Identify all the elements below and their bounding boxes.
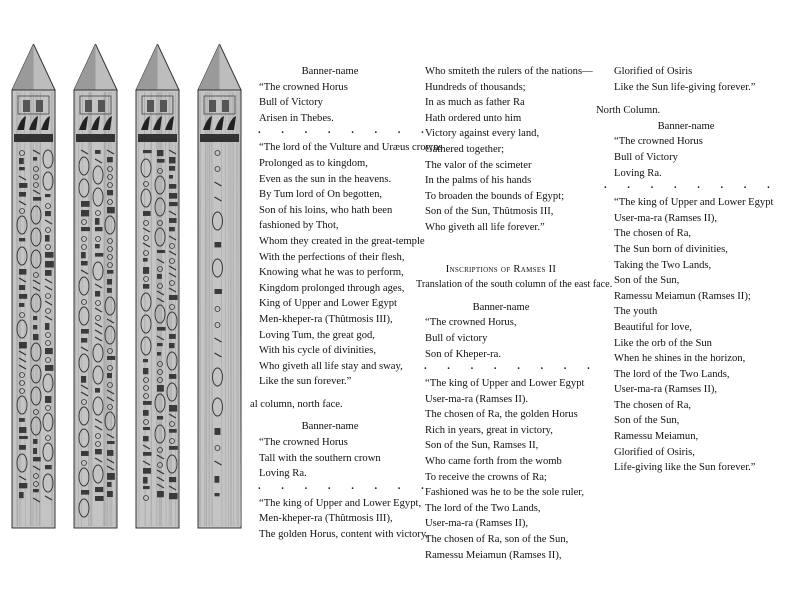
verse-line: “The crowned Horus [614, 136, 703, 148]
text-column-3 [596, 64, 796, 476]
verse-line: Like the sun forever.” [259, 376, 352, 388]
ellipsis-divider: . . . . . . . . [258, 125, 433, 137]
verse-line: Ramessu Meiamun, [614, 431, 699, 443]
verse-line: Ramessu Meiamun (Ramses II), [425, 549, 562, 561]
verse-block [250, 140, 443, 390]
verse-line: Hundreds of thousands; [425, 81, 526, 93]
banner-name-heading: Banner-name [657, 120, 715, 132]
verse-line: The lord of the Two Lands, [614, 368, 730, 380]
verse-line: Who giveth all life forever.” [425, 221, 545, 233]
verse-line: In the palms of his hands [425, 175, 532, 187]
verse-line: The valor of the scimeter [425, 159, 532, 171]
verse-block [416, 376, 596, 563]
banner-name-heading: Banner-name [472, 301, 530, 313]
verse-line: Glorified of Osiris, [614, 446, 695, 458]
verse-block [596, 64, 796, 95]
verse-line: Son of the Sun, [614, 415, 680, 427]
verse-line: To receive the crowns of Ra; [425, 471, 547, 483]
section-heading: North Column. [596, 105, 661, 117]
banner-name-heading: Banner-name [301, 66, 359, 77]
verse-line: Loving Ra. [614, 167, 662, 179]
verse-line: fashioned by Thot, [259, 220, 339, 232]
verse-block [250, 80, 410, 127]
section-title: Inscriptions of Ramses II [445, 263, 557, 275]
verse-line: Loving Tum, the great god, [259, 329, 375, 341]
verse-line: User-ma-ra (Ramses II), [614, 384, 718, 396]
verse-line: “The king of Upper and Lower Egypt [425, 378, 585, 390]
verse-line: Who smiteth the rulers of the nations— [425, 66, 593, 77]
verse-line: Bull of victory [425, 332, 488, 344]
verse-line: Fashioned was he to be the sole ruler, [425, 487, 585, 499]
verse-line: Hath ordered unto him [425, 112, 522, 124]
verse-block [596, 134, 796, 181]
verse-line: In as much as father Ra [425, 97, 525, 109]
verse-line: Son of Kheper-ra. [425, 348, 501, 360]
verse-line: Rich in years, great in victory, [425, 424, 553, 436]
verse-line: The chosen of Ra, son of the Sun, [425, 534, 569, 546]
obelisk-face-1 [9, 44, 58, 530]
verse-line: Son of the Sun, Ramses II, [425, 440, 539, 452]
verse-line: Prolonged as to kingdom, [259, 157, 368, 169]
obelisk-face-4 [195, 44, 244, 530]
verse-line: “The lord of the Vulture and Uræus crowns [259, 142, 443, 154]
verse-line: King of Upper and Lower Egypt [259, 298, 397, 310]
ellipsis-divider: . . . . . . . . [604, 180, 779, 192]
verse-line: Kingdom prolonged through ages, [259, 282, 405, 294]
verse-line: Arisen in Thebes. [259, 112, 334, 124]
verse-line: The lord of the Two Lands, [425, 502, 541, 514]
verse-line: The chosen of Ra, the golden Horus [425, 409, 578, 421]
verse-line: Victory against every land, [425, 128, 540, 140]
verse-line: Like the orb of the Sun [614, 337, 712, 349]
verse-line: “The crowned Horus [259, 81, 348, 93]
verse-line: Taking the Two Lands, [614, 259, 712, 271]
obelisk-illustration [6, 44, 250, 530]
verse-line: Son of his loins, who hath been [259, 204, 393, 216]
verse-line: Who giveth all life stay and sway, [259, 360, 403, 372]
verse-line: Glorified of Osiris [614, 66, 693, 77]
verse-block [596, 195, 796, 476]
text-column-2 [416, 64, 613, 563]
verse-line: Life-giving like the Sun forever.” [614, 462, 756, 474]
verse-line: User-ma-ra (Ramses II), [425, 518, 529, 530]
verse-line: User-ma-ra (Ramses II), [614, 212, 718, 224]
verse-line: The chosen of Ra, [614, 228, 692, 240]
verse-line: Gathered together; [425, 143, 505, 155]
verse-line: The Sun born of divinities, [614, 243, 728, 255]
verse-line: Beautiful for love, [614, 321, 692, 333]
verse-line: User-ma-ra (Ramses II). [425, 393, 529, 405]
verse-line: “The crowned Horus, [425, 317, 517, 329]
verse-line: Who came forth from the womb [425, 456, 562, 468]
ellipsis-divider: . . . . . . . . [258, 480, 433, 492]
verse-line: Bull of Victory [259, 97, 323, 109]
verse-line: Bull of Victory [614, 151, 678, 163]
verse-line: Son of the Sun, [614, 275, 680, 287]
verse-line: Even as the sun in the heavens. [259, 173, 392, 185]
verse-line: Tall with the southern crown [259, 452, 381, 464]
verse-block [416, 64, 596, 236]
obelisk-face-3 [133, 44, 182, 530]
verse-line: With his cycle of divinities, [259, 345, 376, 357]
verse-line: The chosen of Ra, [614, 399, 692, 411]
verse-block [250, 435, 410, 482]
ellipsis-divider: . . . . . . . . [424, 361, 599, 373]
verse-line: Like the Sun life-giving forever.” [614, 81, 756, 93]
banner-name-heading: Banner-name [301, 421, 359, 433]
verse-line: With the perfections of their flesh, [259, 251, 405, 263]
verse-line: “The king of Upper and Lower Egypt [614, 197, 774, 209]
verse-line: To broaden the bounds of Egypt; [425, 190, 565, 202]
verse-line: “The king of Upper and Lower Egypt, [259, 497, 422, 509]
verse-line: Knowing what he was to perform, [259, 267, 404, 279]
verse-line: By Tum lord of On begotten, [259, 189, 383, 201]
translation-note: Translation of the south column of the east face. [416, 279, 613, 291]
section-heading: al column, north face. [250, 398, 343, 410]
verse-line: Son of the Sun, Thûtmosis III, [425, 206, 554, 218]
verse-block [416, 315, 596, 362]
verse-line: Loving Ra. [259, 468, 307, 480]
verse-line: Whom they created in the great-temple [259, 235, 425, 247]
verse-line: Men-kheper-ra (Thûtmosis III), [259, 513, 393, 525]
obelisk-face-2 [71, 44, 120, 530]
verse-line: The youth [614, 306, 658, 318]
verse-line: Men-kheper-ra (Thûtmosis III), [259, 313, 393, 325]
verse-line: When he shines in the horizon, [614, 353, 746, 365]
verse-block [250, 496, 429, 543]
verse-line: Ramessu Meiamun (Ramses II); [614, 290, 751, 302]
verse-line: The golden Horus, content with victory, [259, 529, 429, 541]
verse-line: “The crowned Horus [259, 437, 348, 449]
text-column-1 [250, 64, 443, 543]
